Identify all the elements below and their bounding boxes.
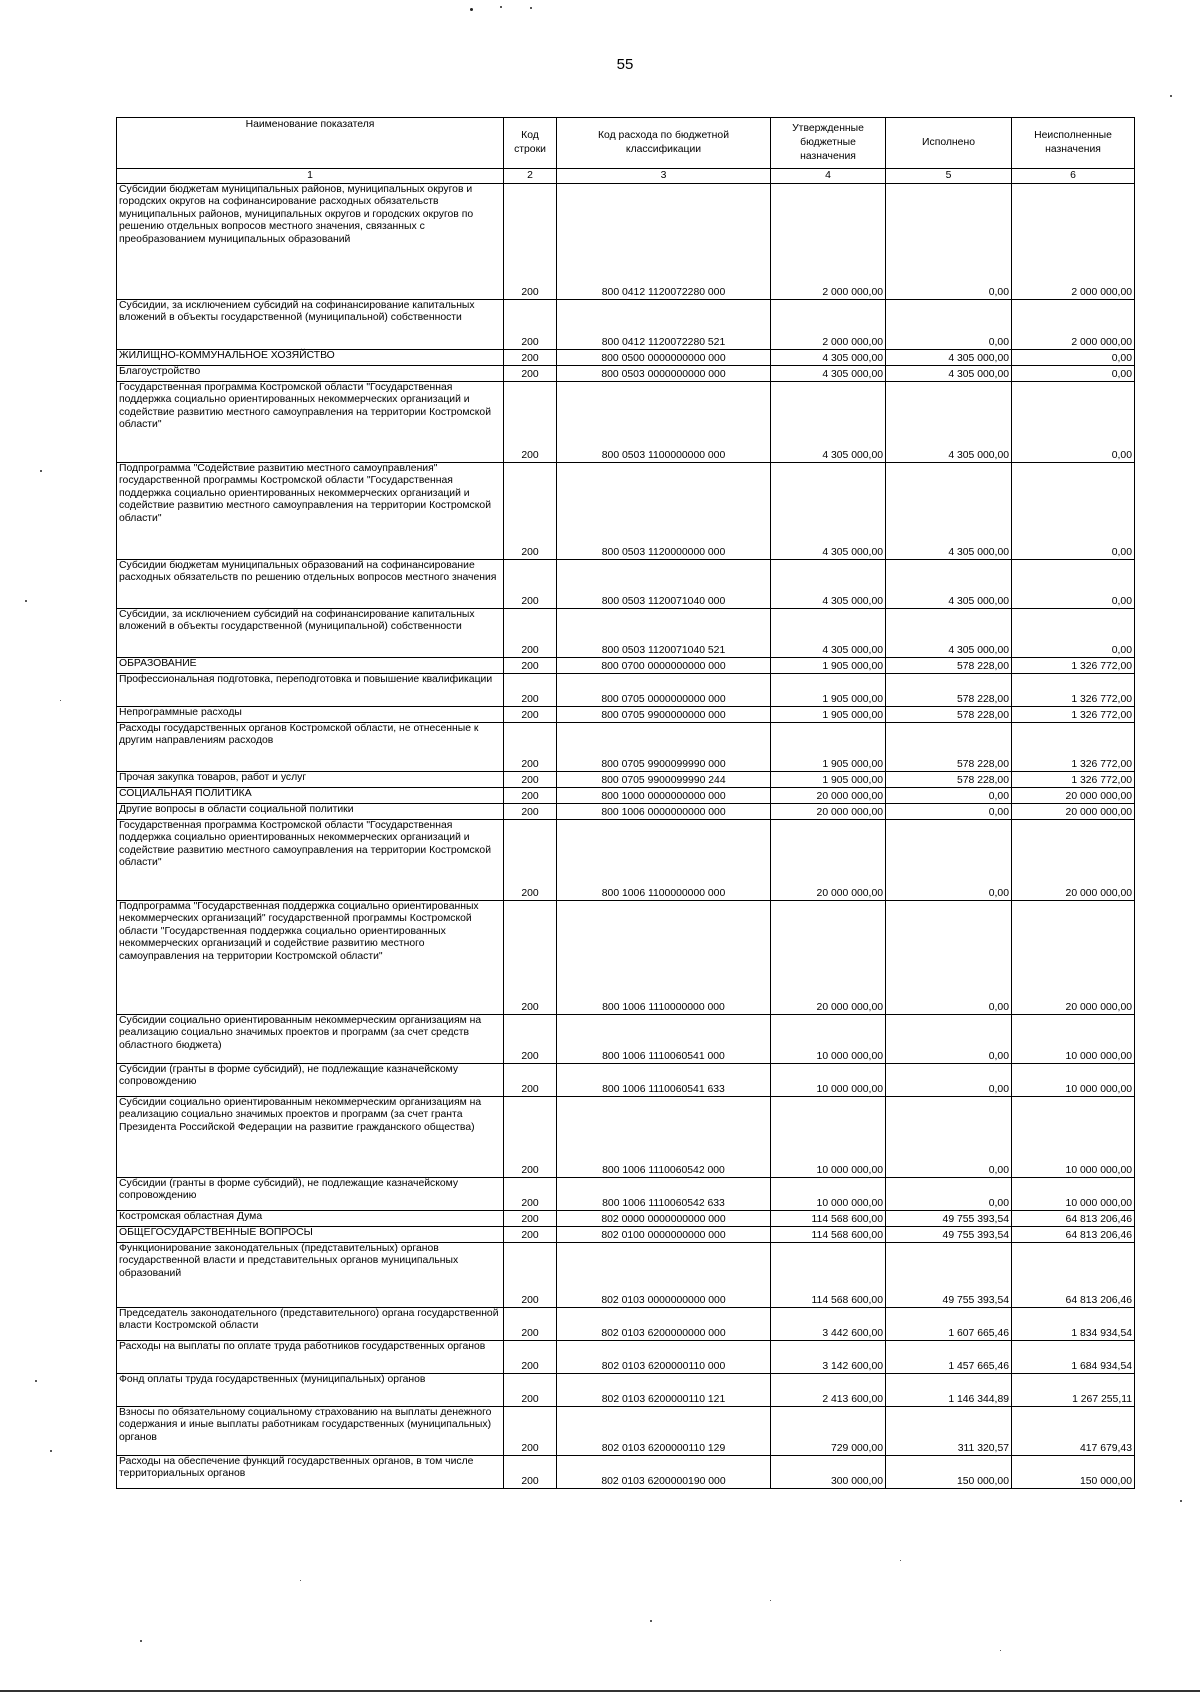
table-row bbox=[117, 901, 1135, 1015]
header-approved: Утвержденные бюджетные назначения bbox=[771, 118, 886, 169]
table-cell-unexecuted: 20 000 000,00 bbox=[1012, 788, 1135, 804]
table-cell-classification-code: 802 0103 6200000190 000 bbox=[557, 1456, 771, 1489]
table-cell-classification-code: 800 1006 1110060541 000 bbox=[557, 1015, 771, 1064]
table-cell-executed: 49 755 393,54 bbox=[886, 1227, 1012, 1243]
table-cell-executed: 4 305 000,00 bbox=[886, 463, 1012, 560]
table-cell-classification-code: 800 0500 0000000000 000 bbox=[557, 350, 771, 366]
table-header-row bbox=[117, 118, 1135, 169]
header-indicator-name: Наименование показателя bbox=[117, 118, 504, 169]
table-cell-classification-code: 800 0412 1120072280 000 bbox=[557, 184, 771, 300]
table-row bbox=[117, 1456, 1135, 1489]
table-cell-classification-code: 800 0705 9900099990 000 bbox=[557, 723, 771, 772]
scan-speck bbox=[530, 7, 532, 9]
table-cell-classification-code: 800 1000 0000000000 000 bbox=[557, 788, 771, 804]
table-body bbox=[117, 184, 1135, 1489]
scan-speck bbox=[900, 1560, 901, 1561]
table-cell-classification-code: 802 0103 6200000110 129 bbox=[557, 1407, 771, 1456]
column-number: 3 bbox=[557, 169, 771, 184]
table-row bbox=[117, 1178, 1135, 1211]
table-cell-unexecuted: 1 326 772,00 bbox=[1012, 772, 1135, 788]
scan-speck bbox=[25, 600, 27, 602]
table-row bbox=[117, 1227, 1135, 1243]
table-cell-unexecuted: 417 679,43 bbox=[1012, 1407, 1135, 1456]
table-cell-line-code: 200 bbox=[504, 1178, 557, 1211]
table-cell-classification-code: 800 0705 0000000000 000 bbox=[557, 674, 771, 707]
table-row bbox=[117, 1243, 1135, 1308]
table-cell-line-code: 200 bbox=[504, 184, 557, 300]
table-cell-executed: 578 228,00 bbox=[886, 772, 1012, 788]
table-cell-approved: 300 000,00 bbox=[771, 1456, 886, 1489]
table-cell-executed: 4 305 000,00 bbox=[886, 382, 1012, 463]
table-cell-classification-code: 800 1006 1110000000 000 bbox=[557, 901, 771, 1015]
table-cell-name: ОБЩЕГОСУДАРСТВЕННЫЕ ВОПРОСЫ bbox=[117, 1227, 504, 1243]
table-cell-line-code: 200 bbox=[504, 1243, 557, 1308]
table-row bbox=[117, 1064, 1135, 1097]
table-cell-approved: 4 305 000,00 bbox=[771, 560, 886, 609]
table-cell-approved: 1 905 000,00 bbox=[771, 723, 886, 772]
table-cell-classification-code: 802 0103 6200000110 000 bbox=[557, 1341, 771, 1374]
table-row bbox=[117, 723, 1135, 772]
table-row bbox=[117, 463, 1135, 560]
table-cell-unexecuted: 20 000 000,00 bbox=[1012, 804, 1135, 820]
table-cell-approved: 1 905 000,00 bbox=[771, 674, 886, 707]
table-cell-approved: 20 000 000,00 bbox=[771, 820, 886, 901]
table-cell-name: Взносы по обязательному социальному страхованию на выплаты денежного содержания и иные выплаты работникам государственных (муниципальных) органов bbox=[117, 1407, 504, 1456]
table-cell-name: Субсидии, за исключением субсидий на софинансирование капитальных вложений в объекты государственной (муниципальной) собственности bbox=[117, 300, 504, 350]
table-cell-name: Государственная программа Костромской области "Государственная поддержка социально ориентированных некоммерческих организаций и содействие развитию местного самоуправления на территории Костромской области" bbox=[117, 820, 504, 901]
table-cell-executed: 1 607 665,46 bbox=[886, 1308, 1012, 1341]
table-row bbox=[117, 772, 1135, 788]
header-executed: Исполнено bbox=[886, 118, 1012, 169]
table-row bbox=[117, 1015, 1135, 1064]
table-cell-executed: 0,00 bbox=[886, 1178, 1012, 1211]
table-cell-approved: 10 000 000,00 bbox=[771, 1015, 886, 1064]
table-row bbox=[117, 1097, 1135, 1178]
table-row bbox=[117, 674, 1135, 707]
table-cell-approved: 2 413 600,00 bbox=[771, 1374, 886, 1407]
table-cell-executed: 578 228,00 bbox=[886, 658, 1012, 674]
table-row bbox=[117, 788, 1135, 804]
table-cell-name: Субсидии бюджетам муниципальных образований на софинансирование расходных обязательств по решению отдельных вопросов местного значения bbox=[117, 560, 504, 609]
table-cell-approved: 10 000 000,00 bbox=[771, 1178, 886, 1211]
table-cell-line-code: 200 bbox=[504, 707, 557, 723]
table-cell-executed: 150 000,00 bbox=[886, 1456, 1012, 1489]
table-cell-classification-code: 802 0100 0000000000 000 bbox=[557, 1227, 771, 1243]
table-cell-unexecuted: 64 813 206,46 bbox=[1012, 1211, 1135, 1227]
table-cell-line-code: 200 bbox=[504, 1064, 557, 1097]
table-cell-unexecuted: 20 000 000,00 bbox=[1012, 820, 1135, 901]
table-cell-approved: 1 905 000,00 bbox=[771, 772, 886, 788]
table-cell-unexecuted: 0,00 bbox=[1012, 463, 1135, 560]
table-cell-executed: 0,00 bbox=[886, 1097, 1012, 1178]
column-number: 1 bbox=[117, 169, 504, 184]
table-row bbox=[117, 350, 1135, 366]
table-cell-classification-code: 800 0503 1120071040 000 bbox=[557, 560, 771, 609]
table-cell-unexecuted: 20 000 000,00 bbox=[1012, 901, 1135, 1015]
table-cell-name: Государственная программа Костромской области "Государственная поддержка социально ориентированных некоммерческих организаций и содействие развитию местного самоуправления на территории Костромской области" bbox=[117, 382, 504, 463]
table-cell-classification-code: 800 0503 1120000000 000 bbox=[557, 463, 771, 560]
table-cell-line-code: 200 bbox=[504, 1308, 557, 1341]
header-line-code: Код строки bbox=[504, 118, 557, 169]
table-row bbox=[117, 609, 1135, 658]
table-cell-approved: 20 000 000,00 bbox=[771, 788, 886, 804]
table-cell-classification-code: 800 0503 1120071040 521 bbox=[557, 609, 771, 658]
column-number: 6 bbox=[1012, 169, 1135, 184]
table-cell-approved: 3 142 600,00 bbox=[771, 1341, 886, 1374]
table-cell-line-code: 200 bbox=[504, 658, 557, 674]
table-row bbox=[117, 184, 1135, 300]
table-cell-unexecuted: 10 000 000,00 bbox=[1012, 1064, 1135, 1097]
table-cell-executed: 311 320,57 bbox=[886, 1407, 1012, 1456]
table-cell-unexecuted: 1 326 772,00 bbox=[1012, 707, 1135, 723]
table-cell-name: Субсидии социально ориентированным некоммерческим организациям на реализацию социально значимых проектов и программ (за счет средств областного бюджета) bbox=[117, 1015, 504, 1064]
table-cell-classification-code: 800 0412 1120072280 521 bbox=[557, 300, 771, 350]
table-cell-name: Подпрограмма "Государственная поддержка социально ориентированных некоммерческих организаций" государственной программы Костромской области "Государственная поддержка социально ориентированных некоммерческих организаций и содействие развитию местного самоуправления на территории Костромской области" bbox=[117, 901, 504, 1015]
table-cell-unexecuted: 0,00 bbox=[1012, 382, 1135, 463]
table-cell-line-code: 200 bbox=[504, 1374, 557, 1407]
table-cell-executed: 0,00 bbox=[886, 820, 1012, 901]
table-cell-approved: 1 905 000,00 bbox=[771, 658, 886, 674]
table-cell-name: Прочая закупка товаров, работ и услуг bbox=[117, 772, 504, 788]
table-cell-line-code: 200 bbox=[504, 674, 557, 707]
table-cell-name: Субсидии, за исключением субсидий на софинансирование капитальных вложений в объекты государственной (муниципальной) собственности bbox=[117, 609, 504, 658]
table-cell-approved: 20 000 000,00 bbox=[771, 804, 886, 820]
column-number: 2 bbox=[504, 169, 557, 184]
table-row bbox=[117, 804, 1135, 820]
table-cell-line-code: 200 bbox=[504, 382, 557, 463]
scan-edge-line bbox=[0, 1690, 1200, 1692]
table-cell-unexecuted: 0,00 bbox=[1012, 609, 1135, 658]
table-cell-executed: 578 228,00 bbox=[886, 707, 1012, 723]
table-cell-unexecuted: 2 000 000,00 bbox=[1012, 184, 1135, 300]
table-cell-line-code: 200 bbox=[504, 1341, 557, 1374]
table-cell-name: Функционирование законодательных (представительных) органов государственной власти и представительных органов муниципальных образований bbox=[117, 1243, 504, 1308]
table-cell-line-code: 200 bbox=[504, 1015, 557, 1064]
table-cell-unexecuted: 1 684 934,54 bbox=[1012, 1341, 1135, 1374]
table-cell-line-code: 200 bbox=[504, 1211, 557, 1227]
table-cell-executed: 0,00 bbox=[886, 901, 1012, 1015]
table-cell-line-code: 200 bbox=[504, 1227, 557, 1243]
table-cell-line-code: 200 bbox=[504, 820, 557, 901]
scan-speck bbox=[1170, 95, 1172, 97]
table-cell-classification-code: 800 0705 9900099990 244 bbox=[557, 772, 771, 788]
table-cell-executed: 0,00 bbox=[886, 184, 1012, 300]
table-cell-unexecuted: 10 000 000,00 bbox=[1012, 1015, 1135, 1064]
table-cell-approved: 2 000 000,00 bbox=[771, 184, 886, 300]
table-cell-unexecuted: 150 000,00 bbox=[1012, 1456, 1135, 1489]
table-row bbox=[117, 658, 1135, 674]
scan-speck bbox=[140, 1640, 142, 1642]
table-cell-line-code: 200 bbox=[504, 1097, 557, 1178]
table-cell-executed: 4 305 000,00 bbox=[886, 560, 1012, 609]
page-number: 55 bbox=[616, 56, 634, 73]
table-cell-unexecuted: 1 834 934,54 bbox=[1012, 1308, 1135, 1341]
table-cell-classification-code: 800 0705 9900000000 000 bbox=[557, 707, 771, 723]
table-cell-unexecuted: 2 000 000,00 bbox=[1012, 300, 1135, 350]
scan-speck bbox=[35, 1380, 37, 1382]
column-number-row bbox=[117, 169, 1135, 184]
table-cell-executed: 0,00 bbox=[886, 1015, 1012, 1064]
table-cell-approved: 4 305 000,00 bbox=[771, 350, 886, 366]
table-cell-unexecuted: 1 326 772,00 bbox=[1012, 723, 1135, 772]
table-cell-executed: 49 755 393,54 bbox=[886, 1211, 1012, 1227]
table-cell-line-code: 200 bbox=[504, 366, 557, 382]
table-cell-executed: 4 305 000,00 bbox=[886, 609, 1012, 658]
table-row bbox=[117, 382, 1135, 463]
table-cell-classification-code: 800 0700 0000000000 000 bbox=[557, 658, 771, 674]
scan-speck bbox=[1180, 1500, 1182, 1502]
table-cell-executed: 578 228,00 bbox=[886, 723, 1012, 772]
table-cell-executed: 0,00 bbox=[886, 788, 1012, 804]
table-cell-name: Костромская областная Дума bbox=[117, 1211, 504, 1227]
table-row bbox=[117, 560, 1135, 609]
scan-speck bbox=[60, 700, 61, 701]
table-cell-approved: 114 568 600,00 bbox=[771, 1227, 886, 1243]
table-cell-unexecuted: 10 000 000,00 bbox=[1012, 1097, 1135, 1178]
scan-speck bbox=[40, 470, 42, 472]
table-cell-classification-code: 800 1006 1100000000 000 bbox=[557, 820, 771, 901]
table-cell-unexecuted: 0,00 bbox=[1012, 560, 1135, 609]
table-cell-line-code: 200 bbox=[504, 723, 557, 772]
scan-speck bbox=[50, 1450, 52, 1452]
table-cell-approved: 729 000,00 bbox=[771, 1407, 886, 1456]
table-cell-classification-code: 800 1006 1110060541 633 bbox=[557, 1064, 771, 1097]
table-cell-unexecuted: 10 000 000,00 bbox=[1012, 1178, 1135, 1211]
table-cell-name: Субсидии бюджетам муниципальных районов, муниципальных округов и городских округов на софинансирование расходных обязательств муниципальных районов, муниципальных округов и городских округов по решению отдельных вопросов местного значения, связанных с преобразованием муниципальных образований bbox=[117, 184, 504, 300]
table-cell-approved: 4 305 000,00 bbox=[771, 382, 886, 463]
table-cell-line-code: 200 bbox=[504, 350, 557, 366]
table-cell-executed: 0,00 bbox=[886, 300, 1012, 350]
table-cell-name: Субсидии социально ориентированным некоммерческим организациям на реализацию социально значимых проектов и программ (за счет гранта Президента Российской Федерации на развитие гражданского общества) bbox=[117, 1097, 504, 1178]
table-cell-executed: 49 755 393,54 bbox=[886, 1243, 1012, 1308]
table-cell-name: Председатель законодательного (представительного) органа государственной власти Костромской области bbox=[117, 1308, 504, 1341]
scan-speck bbox=[470, 8, 473, 11]
table-cell-name: Другие вопросы в области социальной политики bbox=[117, 804, 504, 820]
table-cell-name: Подпрограмма "Содействие развитию местного самоуправления" государственной программы Костромской области "Государственная поддержка социально ориентированных некоммерческих организаций и содействие развитию местного самоуправления на территории Костромской области" bbox=[117, 463, 504, 560]
table-cell-name: СОЦИАЛЬНАЯ ПОЛИТИКА bbox=[117, 788, 504, 804]
scan-speck bbox=[770, 1600, 771, 1601]
table-row bbox=[117, 366, 1135, 382]
table-cell-line-code: 200 bbox=[504, 788, 557, 804]
table-row bbox=[117, 707, 1135, 723]
table-cell-classification-code: 800 1006 1110060542 633 bbox=[557, 1178, 771, 1211]
table-cell-executed: 1 457 665,46 bbox=[886, 1341, 1012, 1374]
table-cell-executed: 4 305 000,00 bbox=[886, 350, 1012, 366]
table-cell-classification-code: 800 1006 1110060542 000 bbox=[557, 1097, 771, 1178]
table-row bbox=[117, 1308, 1135, 1341]
table-cell-approved: 3 442 600,00 bbox=[771, 1308, 886, 1341]
table-cell-classification-code: 802 0103 6200000110 121 bbox=[557, 1374, 771, 1407]
table-cell-approved: 4 305 000,00 bbox=[771, 609, 886, 658]
table-cell-name: Субсидии (гранты в форме субсидий), не подлежащие казначейскому сопровождению bbox=[117, 1064, 504, 1097]
table-cell-line-code: 200 bbox=[504, 560, 557, 609]
table-cell-classification-code: 802 0103 0000000000 000 bbox=[557, 1243, 771, 1308]
table-cell-classification-code: 802 0103 6200000000 000 bbox=[557, 1308, 771, 1341]
table-cell-name: Профессиональная подготовка, переподготовка и повышение квалификации bbox=[117, 674, 504, 707]
table-cell-classification-code: 800 1006 0000000000 000 bbox=[557, 804, 771, 820]
table-cell-approved: 4 305 000,00 bbox=[771, 463, 886, 560]
table-cell-approved: 4 305 000,00 bbox=[771, 366, 886, 382]
table-cell-line-code: 200 bbox=[504, 1456, 557, 1489]
table-cell-approved: 20 000 000,00 bbox=[771, 901, 886, 1015]
scan-speck bbox=[650, 1620, 652, 1622]
table-cell-executed: 578 228,00 bbox=[886, 674, 1012, 707]
table-cell-line-code: 200 bbox=[504, 901, 557, 1015]
table-cell-executed: 0,00 bbox=[886, 1064, 1012, 1097]
table-row bbox=[117, 1211, 1135, 1227]
table-cell-line-code: 200 bbox=[504, 300, 557, 350]
header-budget-classification: Код расхода по бюджетной классификации bbox=[557, 118, 771, 169]
scan-speck bbox=[1000, 1650, 1001, 1651]
table-cell-name: ОБРАЗОВАНИЕ bbox=[117, 658, 504, 674]
table-cell-executed: 4 305 000,00 bbox=[886, 366, 1012, 382]
table-cell-classification-code: 800 0503 0000000000 000 bbox=[557, 366, 771, 382]
table-cell-name: Субсидии (гранты в форме субсидий), не подлежащие казначейскому сопровождению bbox=[117, 1178, 504, 1211]
column-number: 4 bbox=[771, 169, 886, 184]
table-cell-unexecuted: 0,00 bbox=[1012, 366, 1135, 382]
table-cell-name: Непрограммные расходы bbox=[117, 707, 504, 723]
table-cell-line-code: 200 bbox=[504, 772, 557, 788]
table-row bbox=[117, 1374, 1135, 1407]
table-row bbox=[117, 1407, 1135, 1456]
column-number: 5 bbox=[886, 169, 1012, 184]
table-cell-unexecuted: 64 813 206,46 bbox=[1012, 1227, 1135, 1243]
table-cell-unexecuted: 1 326 772,00 bbox=[1012, 658, 1135, 674]
table-cell-line-code: 200 bbox=[504, 804, 557, 820]
table-cell-name: Расходы на выплаты по оплате труда работников государственных органов bbox=[117, 1341, 504, 1374]
table-cell-executed: 0,00 bbox=[886, 804, 1012, 820]
table-cell-name: Благоустройство bbox=[117, 366, 504, 382]
table-cell-approved: 10 000 000,00 bbox=[771, 1097, 886, 1178]
table-cell-approved: 1 905 000,00 bbox=[771, 707, 886, 723]
budget-execution-table bbox=[116, 117, 1135, 1489]
table-cell-line-code: 200 bbox=[504, 1407, 557, 1456]
table-cell-line-code: 200 bbox=[504, 463, 557, 560]
table-cell-name: Фонд оплаты труда государственных (муниципальных) органов bbox=[117, 1374, 504, 1407]
table-cell-executed: 1 146 344,89 bbox=[886, 1374, 1012, 1407]
table-cell-approved: 114 568 600,00 bbox=[771, 1243, 886, 1308]
scan-speck bbox=[500, 6, 502, 8]
table-cell-line-code: 200 bbox=[504, 609, 557, 658]
table-cell-approved: 10 000 000,00 bbox=[771, 1064, 886, 1097]
table-cell-unexecuted: 1 326 772,00 bbox=[1012, 674, 1135, 707]
table-cell-approved: 114 568 600,00 bbox=[771, 1211, 886, 1227]
table-cell-classification-code: 802 0000 0000000000 000 bbox=[557, 1211, 771, 1227]
table-cell-name: Расходы на обеспечение функций государственных органов, в том числе территориальных органов bbox=[117, 1456, 504, 1489]
scan-speck bbox=[300, 1580, 301, 1581]
table-cell-classification-code: 800 0503 1100000000 000 bbox=[557, 382, 771, 463]
table-cell-name: Расходы государственных органов Костромской области, не отнесенные к другим направлениям расходов bbox=[117, 723, 504, 772]
table-row bbox=[117, 820, 1135, 901]
table-cell-name: ЖИЛИЩНО-КОММУНАЛЬНОЕ ХОЗЯЙСТВО bbox=[117, 350, 504, 366]
table-cell-unexecuted: 0,00 bbox=[1012, 350, 1135, 366]
table-cell-approved: 2 000 000,00 bbox=[771, 300, 886, 350]
table-row bbox=[117, 1341, 1135, 1374]
table-cell-unexecuted: 64 813 206,46 bbox=[1012, 1243, 1135, 1308]
header-unexecuted: Неисполненные назначения bbox=[1012, 118, 1135, 169]
table-cell-unexecuted: 1 267 255,11 bbox=[1012, 1374, 1135, 1407]
table-row bbox=[117, 300, 1135, 350]
